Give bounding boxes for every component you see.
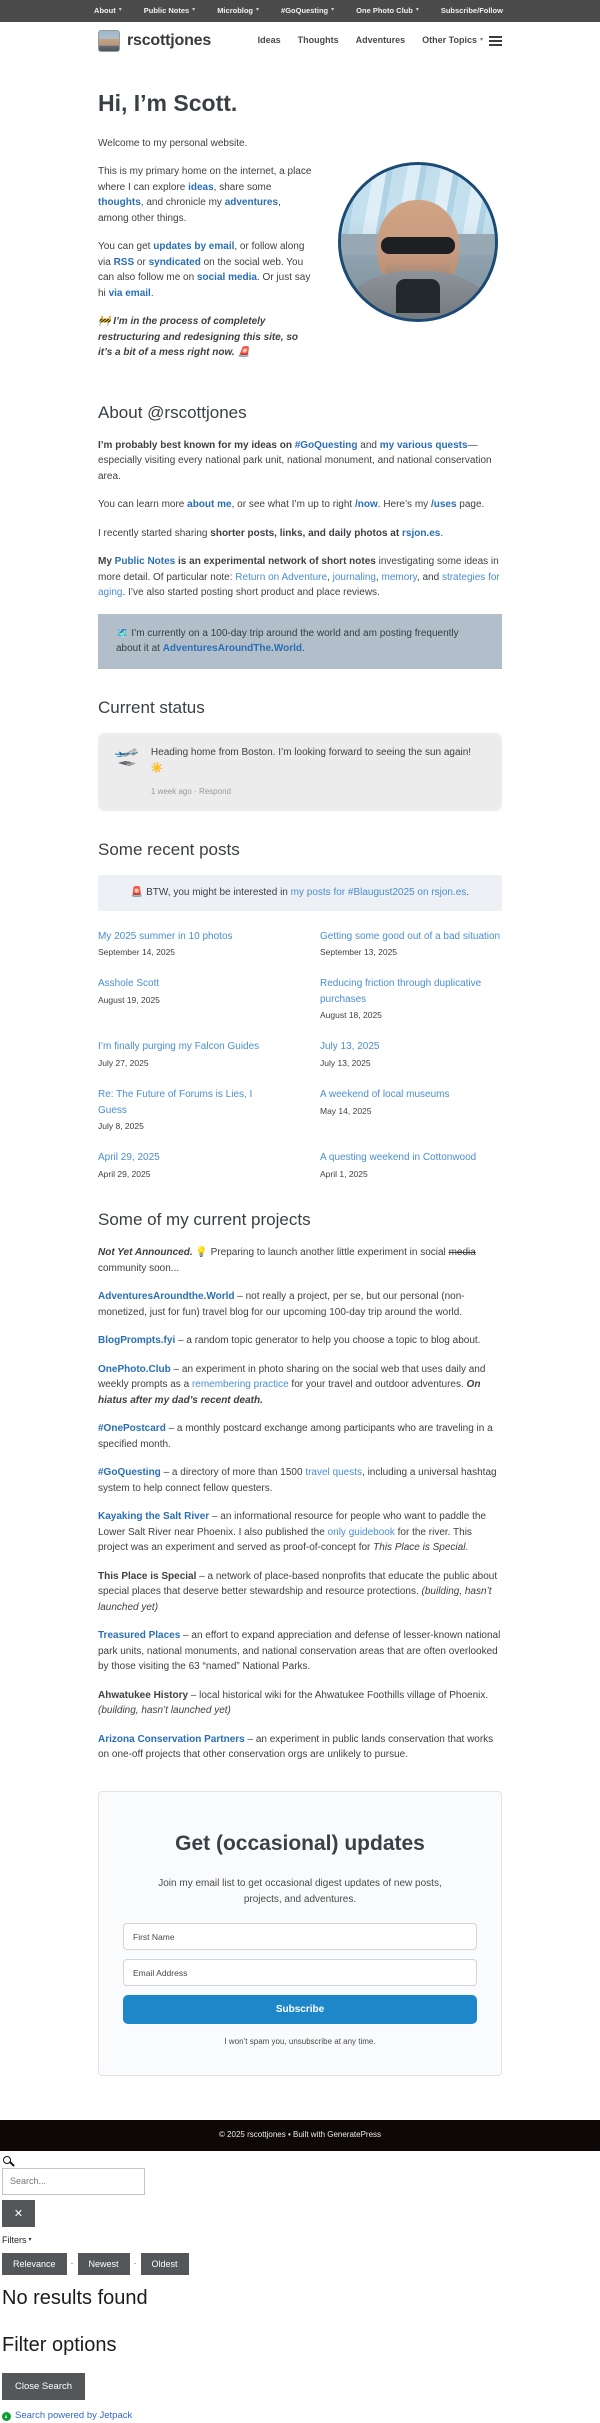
subscribe-button[interactable]: Subscribe [123, 1995, 477, 2024]
chevron-down-icon: ▾ [118, 7, 122, 14]
main-nav-item[interactable] [356, 34, 409, 48]
project-item: AdventuresAroundthe.World – not really a project, per se, but our personal (non-monetized, just for fun) travel blog for our upcoming 100-day trip around the world. [98, 1291, 465, 1318]
post-date: April 29, 2025 [98, 1168, 151, 1179]
post-date: September 14, 2025 [98, 947, 176, 958]
recent-posts-heading: Some recent posts [98, 839, 240, 859]
post-item [320, 1039, 502, 1070]
site-header [0, 22, 600, 60]
main-nav-label: Ideas [257, 35, 281, 46]
about-paragraph: I recently started sharing shorter posts, links, and daily photos at rsjon.es. [98, 527, 444, 539]
hero-paragraph: This is my primary home on the internet, a place where I can explore ideas, share some thoughts, and chronicle my adventures, among other things. [98, 166, 312, 224]
chevron-down-icon: ▾ [479, 37, 483, 44]
project-item: Ahwatukee History – local historical wiki for the Ahwatukee Foothills village of Phoenix. (building, hasn’t launched yet) [98, 1689, 489, 1717]
first-name-field[interactable] [123, 1923, 477, 1950]
status-body [151, 745, 486, 798]
utility-nav-item[interactable] [281, 5, 334, 17]
utility-nav-label: About [94, 6, 116, 16]
post-date: May 14, 2025 [320, 1105, 372, 1116]
projects-heading: Some of my current projects [98, 1209, 311, 1229]
hero-text [98, 136, 314, 374]
status-text: Heading home from Boston. I’m looking forward to seeing the sun again! ☀️ [150, 747, 472, 774]
site-title[interactable]: rscottjones [127, 31, 212, 49]
project-item: This Place is Special – a network of place-based nonprofits that educate the public about special places that deserve better stewardship and resource protections. (building, hasn’t launched yet) [98, 1570, 498, 1613]
about-paragraph: I’m probably best known for my ideas on #GoQuesting and my various quests—especially visiting every national park unit, national monument, and national conservation area. [98, 439, 492, 482]
jetpack-attribution[interactable] [2, 2409, 600, 2423]
chevron-down-icon: ▾ [28, 2237, 32, 2244]
footer-text: © 2025 rscottjones • Built with GeneratePress [218, 2130, 382, 2139]
utility-nav-item[interactable] [441, 5, 506, 17]
site-footer [0, 2120, 600, 2151]
search-overlay [0, 2151, 600, 2423]
blaugust-notice [98, 875, 502, 911]
recent-posts-grid [98, 929, 502, 1181]
filters-toggle[interactable] [2, 2234, 600, 2248]
post-title-link[interactable]: July 13, 2025 [320, 1041, 380, 1053]
blaugust-notice-text: 🚨 BTW, you might be interested in my posts for #Blaugust2025 on rsjon.es. [130, 887, 470, 899]
chevron-down-icon: ▾ [331, 7, 335, 14]
about-paragraph: You can learn more about me, or see what I’m up to right /now. Here’s my /uses page. [98, 499, 485, 511]
utility-nav-label: #GoQuesting [281, 6, 329, 16]
sort-option-button[interactable]: Newest [78, 2253, 130, 2275]
sort-buttons [2, 2253, 600, 2275]
utility-nav-item[interactable] [217, 5, 259, 17]
post-title-link[interactable]: I’m finally purging my Falcon Guides [98, 1041, 260, 1053]
post-date: August 19, 2025 [98, 994, 160, 1005]
main-nav-item[interactable] [422, 34, 483, 48]
utility-nav-label: Subscribe/Follow [440, 6, 503, 16]
utility-nav-label: Public Notes [143, 6, 190, 16]
search-input[interactable] [2, 2168, 145, 2195]
post-title-link[interactable]: My 2025 summer in 10 photos [98, 930, 233, 942]
post-title-link[interactable]: Getting some good out of a bad situation [320, 930, 501, 942]
chevron-down-icon: ▾ [415, 7, 419, 14]
post-title-link[interactable]: Re: The Future of Forums is Lies, I Guess [98, 1089, 253, 1116]
post-title-link[interactable]: Asshole Scott [98, 978, 160, 990]
post-date: July 8, 2025 [98, 1121, 144, 1132]
post-title-link[interactable]: A weekend of local museums [320, 1089, 450, 1101]
utility-nav-item[interactable] [356, 5, 419, 17]
sort-option-button[interactable]: Relevance [2, 2253, 67, 2275]
utility-nav-item[interactable] [94, 5, 122, 17]
status-meta [151, 786, 486, 798]
respond-link[interactable]: Respond [198, 787, 231, 797]
utility-nav-label: One Photo Club [356, 6, 413, 16]
main-nav-label: Adventures [355, 35, 406, 46]
post-item [320, 1087, 502, 1133]
post-item [320, 929, 502, 960]
utility-navbar [0, 0, 600, 22]
utility-nav-item[interactable] [144, 5, 195, 17]
post-item [98, 976, 280, 1022]
page-title: Hi, I’m Scott. [98, 90, 238, 116]
hero-paragraph: Welcome to my personal website. [98, 137, 248, 149]
status-card [98, 733, 502, 810]
post-item [98, 1150, 280, 1181]
post-item [320, 1150, 502, 1181]
hero-section [98, 136, 502, 374]
newsletter-subtitle: Join my email list to get occasional digest updates of new posts, projects, and adventures. [158, 1878, 442, 1905]
photo-sunglasses [381, 237, 455, 254]
project-item: #OnePostcard – a monthly postcard exchange among participants who are traveling in a specified month. [98, 1423, 493, 1450]
search-icon[interactable] [3, 2156, 11, 2164]
status-heading: Current status [98, 697, 205, 717]
jetpack-link: Search powered by Jetpack [15, 2409, 133, 2421]
trip-callout [98, 614, 502, 669]
hero-paragraph: You can get updates by email, or follow along via RSS or syndicated on the social web. You can also follow me on social media. Or just say hi via email. [98, 241, 311, 299]
filters-label: Filters [2, 2234, 27, 2245]
project-item: Treasured Places – an effort to expand appreciation and defense of lesser-known national park units, national monuments, and national conservation areas that are often overlooked by those visiting the 63 “named” National Parks. [98, 1630, 501, 1673]
post-date: August 18, 2025 [320, 1010, 382, 1021]
project-item: Kayaking the Salt River – an informational resource for people who want to paddle the Lower Salt River near Phoenix. I also published the only guidebook for the river. This project was an experiment and served as proof-of-concept for This Place is Special. [98, 1511, 486, 1554]
profile-photo [338, 162, 498, 322]
sort-option-button[interactable]: Oldest [141, 2253, 189, 2275]
site-logo[interactable] [98, 30, 120, 52]
main-nav-label: Thoughts [297, 35, 339, 46]
project-item: Arizona Conservation Partners – an experiment in public lands conservation that works on one-off projects that other conservation orgs are unlikely to pursue. [98, 1733, 494, 1761]
email-field[interactable] [123, 1959, 477, 1986]
post-title-link[interactable]: Reducing friction through duplicative purchases [320, 978, 482, 1005]
about-paragraph: My Public Notes is an experimental network of short notes investigating some ideas in more detail. Of particular note: Return on Adventure, journaling, memory, and strategies for aging. I’ve also started posting short product and place reviews. [98, 556, 500, 599]
newsletter-card [98, 1791, 502, 2076]
airplane-departure-icon: 🛫 [114, 745, 139, 768]
newsletter-heading: Get (occasional) updates [175, 1831, 425, 1855]
filter-options-heading: Filter options [2, 2333, 117, 2356]
post-item [98, 1087, 280, 1133]
jetpack-icon [2, 2412, 11, 2421]
post-date: July 27, 2025 [98, 1057, 149, 1068]
post-title-link[interactable]: April 29, 2025 [98, 1152, 160, 1164]
post-item [98, 1039, 280, 1070]
main-nav-item[interactable] [298, 34, 342, 48]
post-date: July 13, 2025 [320, 1057, 371, 1068]
status-timestamp: 1 week ago [150, 787, 192, 797]
main-nav [258, 34, 483, 48]
chevron-down-icon: ▾ [256, 7, 260, 14]
project-item: OnePhoto.Club – an experiment in photo sharing on the social web that uses daily and weekly prompts as a remembering practice for your travel and outdoor adventures. On hiatus after my dad’s recent death. [98, 1363, 486, 1406]
about-section [98, 438, 502, 601]
utility-nav-label: Microblog [217, 6, 254, 16]
main-nav-label: Other Topics [422, 35, 477, 46]
sort-separator: · [70, 2257, 74, 2268]
project-item: #GoQuesting – a directory of more than 1500 travel quests, including a universal hashtag system to help connect fellow questers. [98, 1467, 497, 1494]
post-item [98, 929, 280, 960]
close-search-button[interactable]: Close Search [2, 2373, 85, 2400]
status-separator: · [191, 787, 199, 797]
close-icon[interactable]: ✕ [2, 2200, 35, 2227]
main-nav-item[interactable] [258, 34, 284, 48]
post-title-link[interactable]: A questing weekend in Cottonwood [320, 1152, 477, 1164]
about-heading: About @rscottjones [98, 402, 247, 422]
newsletter-disclaimer: I won’t spam you, unsubscribe at any time. [224, 2037, 376, 2047]
trip-callout-text: 🗺️ I’m currently on a 100-day trip around the world and am posting frequently about it at AdventuresAroundThe.World. [116, 627, 459, 655]
project-item: Not Yet Announced. 💡 Preparing to launch another little experiment in social media community soon... [98, 1247, 476, 1274]
hero-paragraph: 🚧 I’m in the process of completely restructuring and redesigning this site, so it’s a bit of a mess right now. 🚨 [98, 316, 299, 359]
sort-separator: · [133, 2257, 137, 2268]
post-date: September 13, 2025 [320, 947, 398, 958]
chevron-down-icon: ▾ [192, 7, 196, 14]
project-item: BlogPrompts.fyi – a random topic generator to help you choose a topic to blog about. [98, 1335, 481, 1347]
no-results-heading: No results found [2, 2286, 148, 2309]
main-content [98, 86, 502, 2076]
hamburger-menu-icon[interactable] [489, 36, 502, 46]
photo-collar [396, 279, 440, 313]
projects-section [98, 1245, 502, 1763]
post-date: April 1, 2025 [320, 1168, 368, 1179]
post-item [320, 976, 502, 1022]
